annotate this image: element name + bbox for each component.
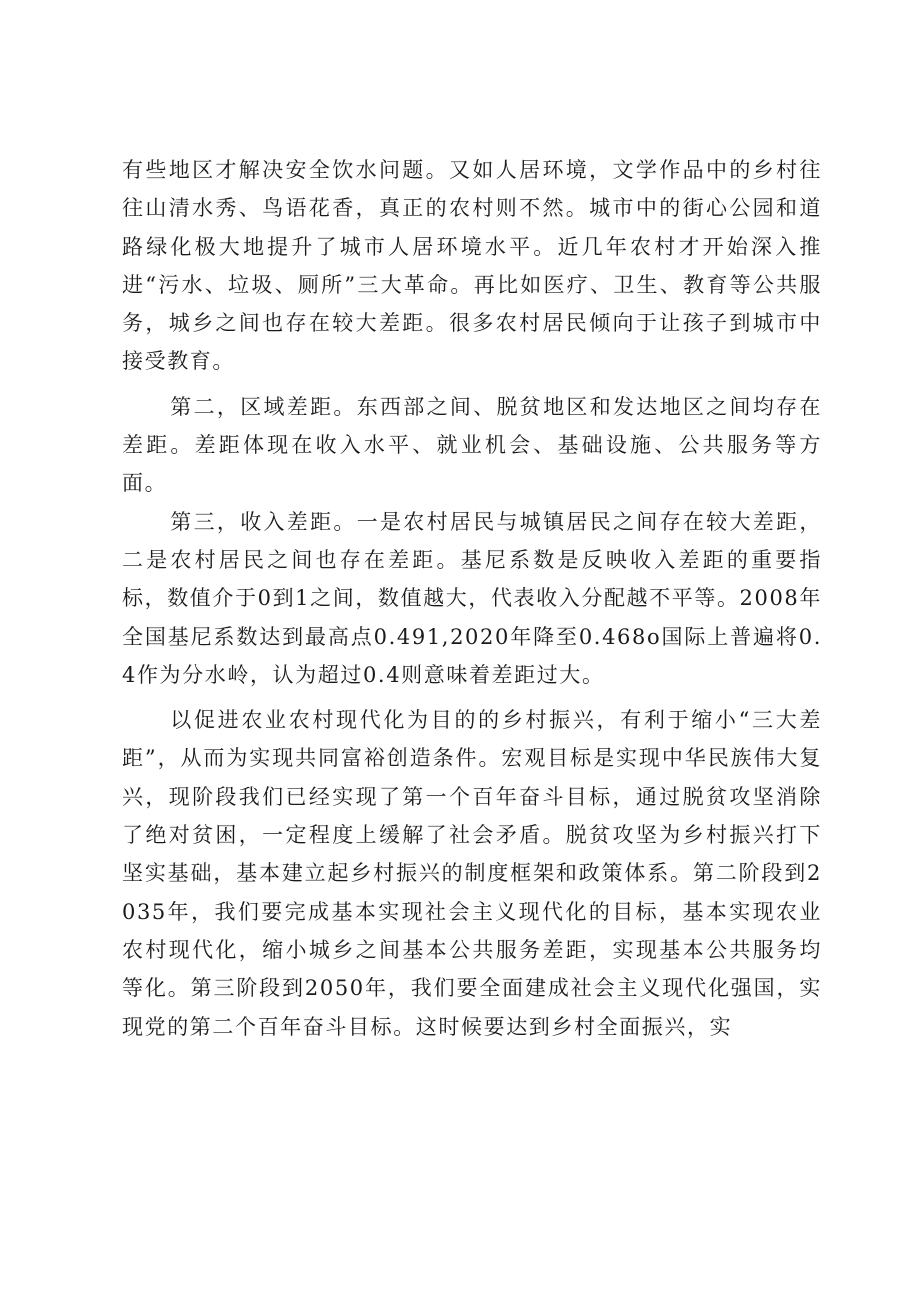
- paragraph-rural-revitalization: 以促进农业农村现代化为目的的乡村振兴，有利于缩小“三大差距”，从而为实现共同富裕创造条件。宏观目标是实现中华民族伟大复兴，现阶段我们已经实现了第一个百年奋斗目标，通过脱贫攻坚消除了绝对贫困，一定程度上缓解了社会矛盾。脱贫攻坚为乡村振兴打下坚实基础，基本建立起乡村振兴的制度框架和政策体系。第二阶段到2035年，我们要完成基本实现社会主义现代化的目标，基本实现农业农村现代化，缩小城乡之间基本公共服务差距，实现基本公共服务均等化。第三阶段到2050年，我们要全面建成社会主义现代化强国，实现党的第二个百年奋斗目标。这时候要达到乡村全面振兴，实: [122, 708, 822, 1039]
- paragraph-regional-gap: 第二，区域差距。东西部之间、脱贫地区和发达地区之间均存在差距。差距体现在收入水平、就业机会、基础设施、公共服务等方面。: [122, 394, 822, 496]
- document-body: [122, 151, 822, 1046]
- paragraph-income-gap: 第三，收入差距。一是农村居民与城镇居民之间存在较大差距，二是农村居民之间也存在差距。基尼系数是反映收入差距的重要指标，数值介于0到1之间，数值越大，代表收入分配越不平等。2008年全国基尼系数达到最高点0.491,2020年降至0.468o国际上普遍将0.4作为分水岭，认为超过0.4则意味着差距过大。: [122, 509, 822, 687]
- paragraph-continued: 有些地区才解决安全饮水问题。又如人居环境，文学作品中的乡村往往山清水秀、鸟语花香，真正的农村则不然。城市中的街心公园和道路绿化极大地提升了城市人居环境水平。近几年农村才开始深入推进“污水、垃圾、厕所”三大革命。再比如医疗、卫生、教育等公共服务，城乡之间也存在较大差距。很多农村居民倾向于让孩子到城市中接受教育。: [122, 158, 822, 374]
